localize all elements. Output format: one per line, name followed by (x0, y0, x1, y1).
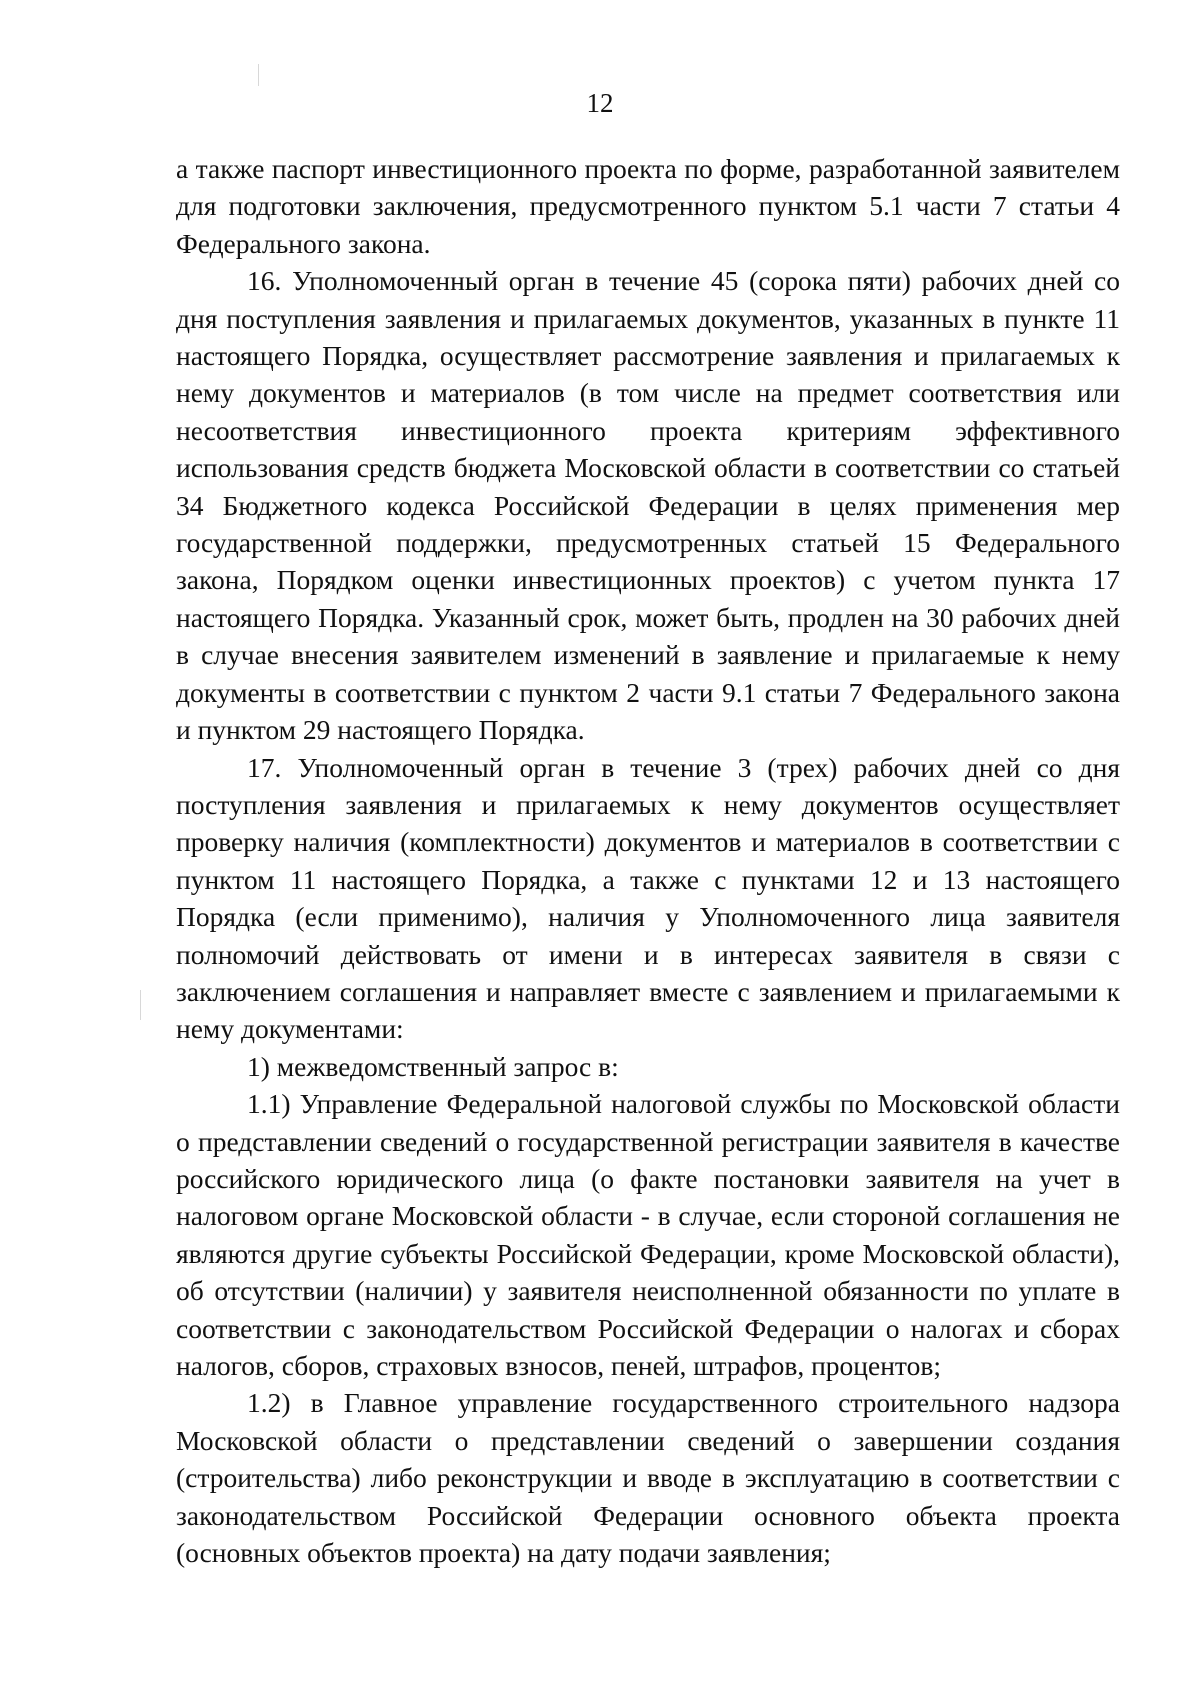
paragraph-subitem-1-2: 1.2) в Главное управление государственного строительного надзора Московской области о представлении сведений о завершении создания (строительства) либо реконструкции и вводе в эксплуатацию в соответствии с законодательством Российской Федерации основного объекта проекта (основных объектов проекта) на дату подачи заявления; (176, 1387, 1120, 1569)
scan-artifact-line (258, 64, 259, 86)
document-body (176, 150, 1120, 1571)
paragraph-subitem-1-1: 1.1) Управление Федеральной налоговой службы по Московской области о представлении сведений о государственной регистрации заявителя в качестве российского юридического лица (о факте постановки заявителя на учет в налоговом органе Московской области - в случае, если стороной соглашения не являются другие субъекты Российской Федерации, кроме Московской области), об отсутствии (наличии) у заявителя неисполненной обязанности по уплате в соответствии с законодательством Российской Федерации о налогах и сборах налогов, сборов, страховых взносов, пеней, штрафов, процентов; (176, 1088, 1120, 1381)
paragraph-subitem-1: 1) межведомственный запрос в: (247, 1050, 619, 1082)
page-number: 12 (586, 88, 614, 118)
scan-artifact-line (140, 990, 141, 1020)
paragraph-item-17: 17. Уполномоченный орган в течение 3 (трех) рабочих дней со дня поступления заявления и прилагаемых к нему документов осуществляет проверку наличия (комплектности) документов и материалов в соответствии с пунктом 11 настоящего Порядка, а также с пунктами 12 и 13 настоящего Порядка (если применимо), наличия у Уполномоченного лица заявителя полномочий действовать от имени и в интересах заявителя в связи с заключением соглашения и направляет вместе с заявлением и прилагаемыми к нему документами: (176, 751, 1120, 1045)
paragraph-continuation: а также паспорт инвестиционного проекта по форме, разработанной заявителем для подготовки заключения, предусмотренного пунктом 5.1 части 7 статьи 4 Федерального закона. (176, 153, 1120, 259)
paragraph-item-16: 16. Уполномоченный орган в течение 45 (сорока пяти) рабочих дней со дня поступления заявления и прилагаемых документов, указанных в пункте 11 настоящего Порядка, осуществляет рассмотрение заявления и прилагаемых к нему документов и материалов (в том числе на предмет соответствия или несоответствия инвестиционного проекта критериям эффективного использования средств бюджета Московской области в соответствии со статьей 34 Бюджетного кодекса Российской Федерации в целях применения мер государственной поддержки, предусмотренных статьей 15 Федерального закона, Порядком оценки инвестиционных проектов) с учетом пункта 17 настоящего Порядка. Указанный срок, может быть, продлен на 30 рабочих дней в случае внесения заявителем изменений в заявление и прилагаемые к нему документы в соответствии с пунктом 2 части 9.1 статьи 7 Федерального закона и пунктом 29 настоящего Порядка. (176, 265, 1120, 746)
